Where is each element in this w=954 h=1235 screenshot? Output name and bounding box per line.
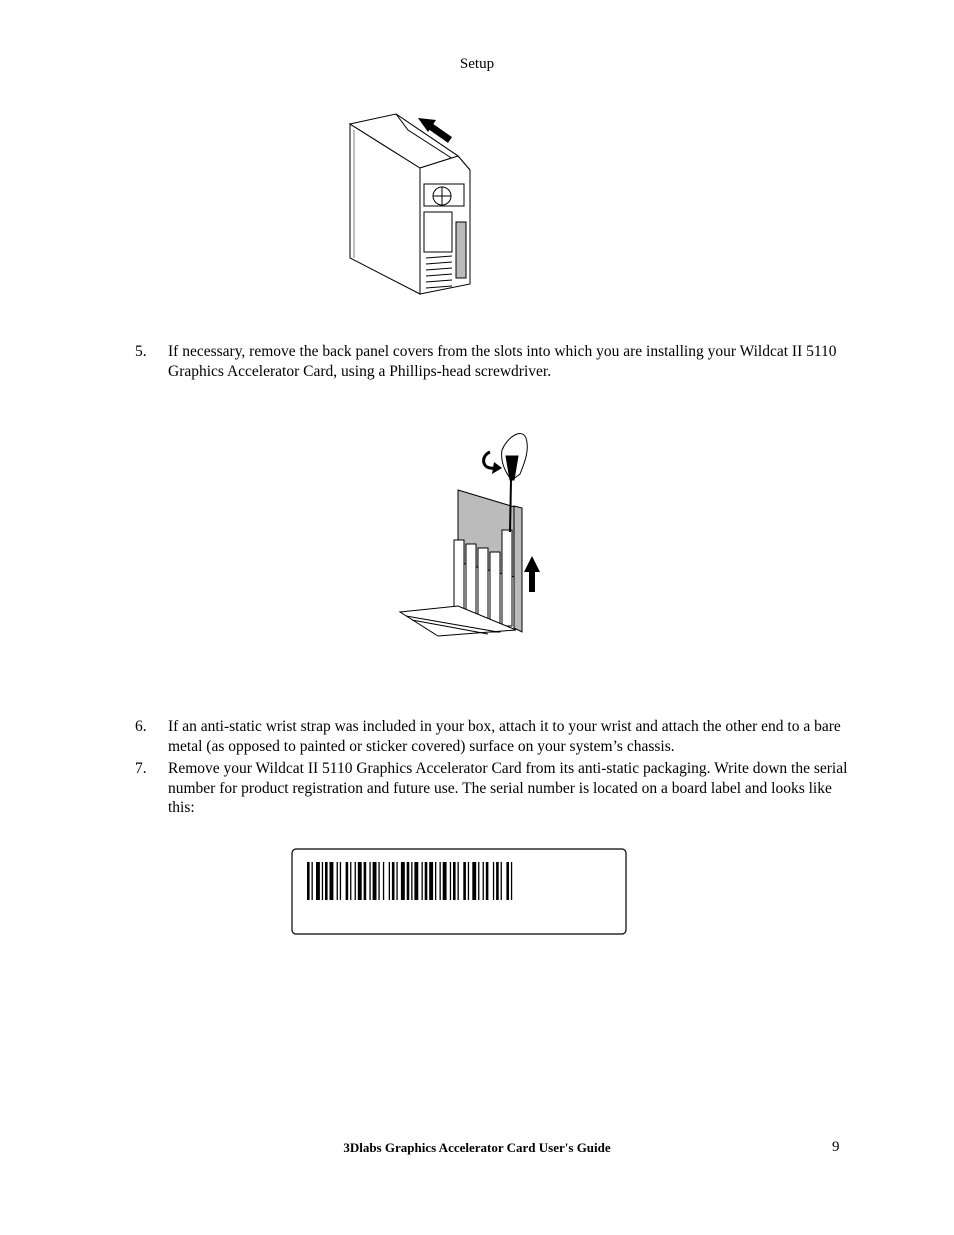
step-text: If necessary, remove the back panel covers from the slots into which you are installing your Wildcat II 5110 Graphics Accelerator Card, using a Phillips-head screwdriver. [168,343,837,380]
step-7 [135,759,855,818]
step-6 [135,717,855,756]
page-header: Setup [459,56,495,72]
step-text: Remove your Wildcat II 5110 Graphics Accelerator Card from its anti-static packaging. Write down the serial number for product registration and future use. The serial number is located on a board label and looks like this: [168,760,848,816]
barcode-label-icon [291,848,627,936]
page-number: 9 [832,1139,840,1155]
computer-tower-side-panel-icon [340,108,480,300]
step-text: If an anti-static wrist strap was included in your box, attach it to your wrist and attach the other end to a bare metal (as opposed to painted or sticker covered) surface on your system’s chassis. [168,718,841,755]
step-number: 6. [135,718,147,735]
step-5 [135,342,855,381]
step-number: 5. [135,343,147,360]
footer-guide-title: 3Dlabs Graphics Accelerator Card User's Guide [343,1140,611,1155]
screwdriver-slot-cover-icon [398,422,548,644]
step-number: 7. [135,760,147,777]
